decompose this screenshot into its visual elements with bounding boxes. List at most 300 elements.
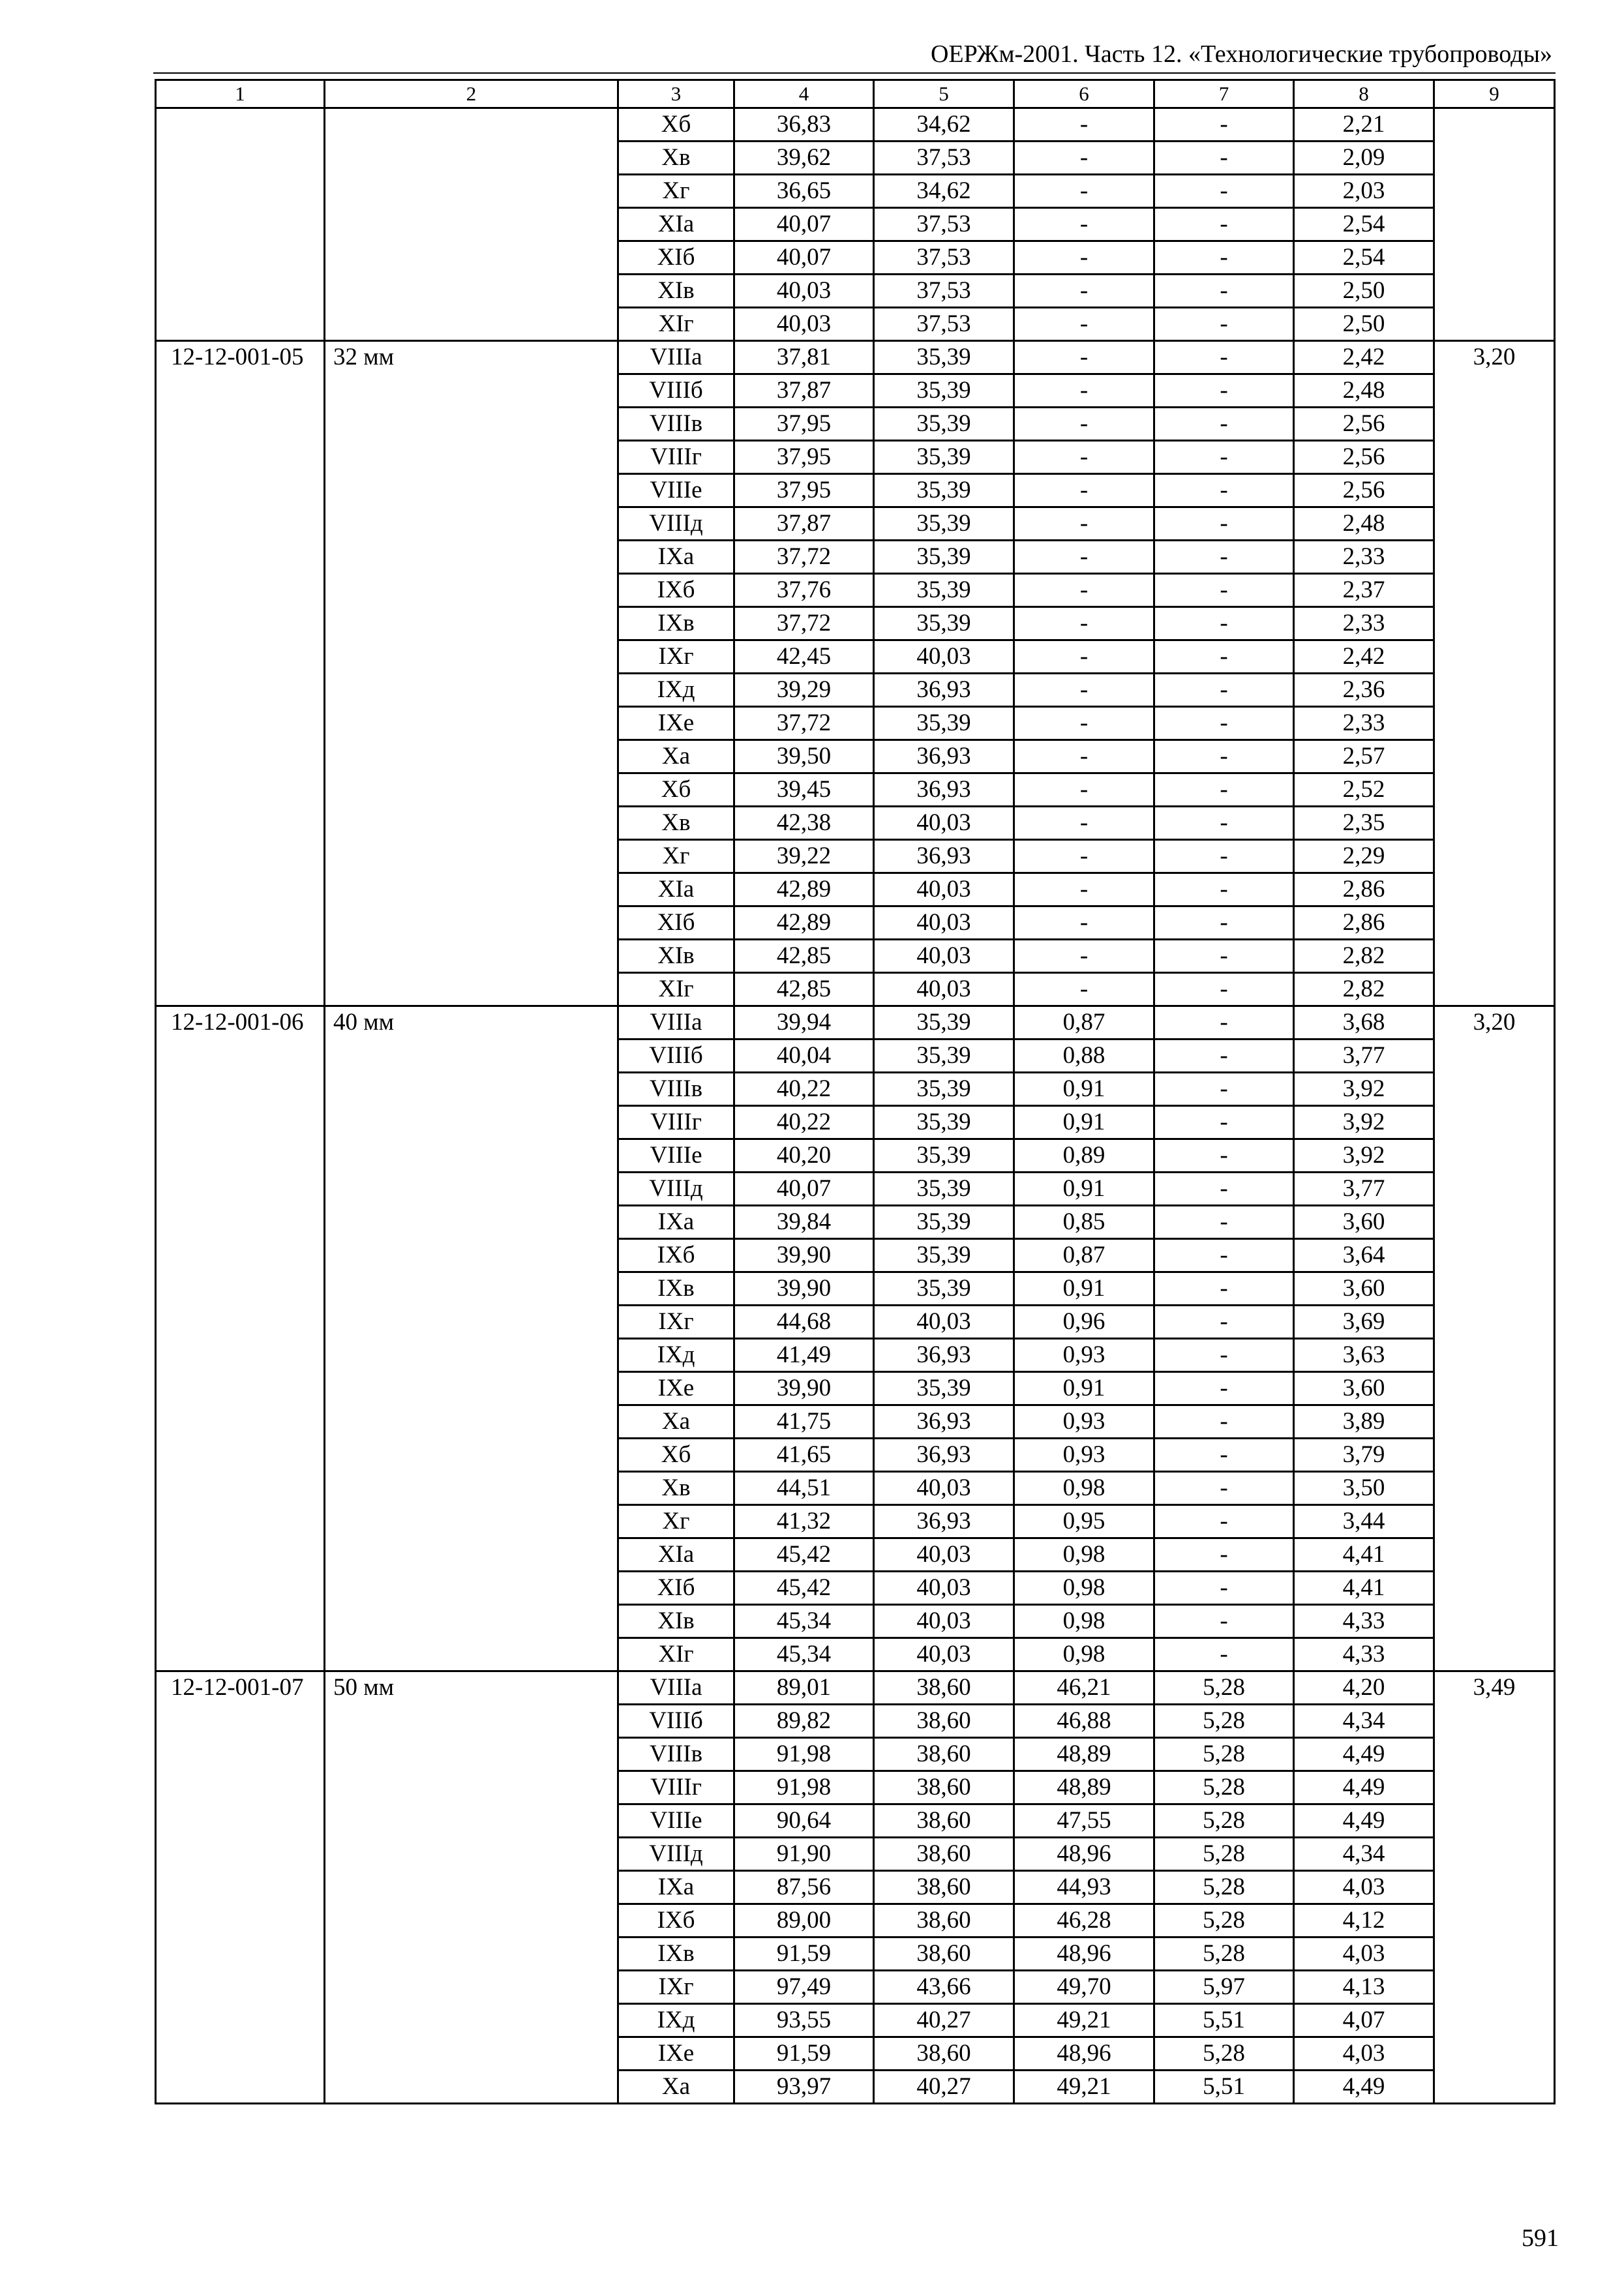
table-cell: 37,53 — [874, 208, 1014, 241]
table-row — [156, 341, 1555, 374]
table-cell: - — [1014, 507, 1154, 541]
table-cell: 0,89 — [1014, 1139, 1154, 1173]
table-cell: - — [1014, 740, 1154, 773]
table-cell: - — [1154, 1239, 1294, 1272]
column-number: 1 — [156, 80, 325, 108]
table-cell: IXг — [618, 1306, 734, 1339]
table-cell: - — [1154, 275, 1294, 308]
table-cell: - — [1154, 1306, 1294, 1339]
table-cell: 2,57 — [1294, 740, 1434, 773]
table-cell: 37,53 — [874, 275, 1014, 308]
table-cell: - — [1154, 1339, 1294, 1372]
table-cell: 38,60 — [874, 1804, 1014, 1838]
table-cell: 46,21 — [1014, 1671, 1154, 1705]
table-cell: 39,90 — [734, 1272, 874, 1306]
table-cell: - — [1154, 1572, 1294, 1605]
table-cell: 0,98 — [1014, 1472, 1154, 1505]
table-cell: - — [1014, 674, 1154, 707]
table-cell: 4,41 — [1294, 1572, 1434, 1605]
table-cell: - — [1154, 1472, 1294, 1505]
table-cell: 2,50 — [1294, 308, 1434, 341]
table-cell: 49,70 — [1014, 1971, 1154, 2004]
table-cell: 49,21 — [1014, 2071, 1154, 2104]
table-cell: 35,39 — [874, 1206, 1014, 1239]
table-cell: 40,03 — [874, 807, 1014, 840]
table-cell: 37,87 — [734, 374, 874, 408]
table-cell: 39,90 — [734, 1239, 874, 1272]
table-cell: - — [1154, 541, 1294, 574]
table-cell: 0,98 — [1014, 1572, 1154, 1605]
table-cell: 36,93 — [874, 1339, 1014, 1372]
table-cell: 40,03 — [874, 1472, 1014, 1505]
table-cell: - — [1154, 740, 1294, 773]
table-cell: Xв — [618, 1472, 734, 1505]
column-9-value-cell: 3,20 — [1434, 1006, 1555, 1671]
table-cell: 0,91 — [1014, 1106, 1154, 1139]
table-cell: - — [1154, 474, 1294, 507]
table-cell: - — [1154, 507, 1294, 541]
table-cell: - — [1014, 807, 1154, 840]
table-cell: - — [1014, 607, 1154, 640]
table-cell: 2,86 — [1294, 906, 1434, 940]
table-cell: 2,48 — [1294, 374, 1434, 408]
table-cell: IXб — [618, 1904, 734, 1937]
table-cell: 42,89 — [734, 873, 874, 906]
table-cell: 2,33 — [1294, 607, 1434, 640]
table-cell: IXа — [618, 1871, 734, 1904]
table-cell: - — [1014, 374, 1154, 408]
table-cell: - — [1154, 441, 1294, 474]
table-cell: 35,39 — [874, 374, 1014, 408]
table-cell: 2,82 — [1294, 940, 1434, 973]
table-cell: VIIIа — [618, 1671, 734, 1705]
table-cell: 3,68 — [1294, 1006, 1434, 1040]
table-cell: 48,96 — [1014, 1937, 1154, 1971]
table-cell: VIIIд — [618, 1173, 734, 1206]
column-number: 8 — [1294, 80, 1434, 108]
table-cell: 3,92 — [1294, 1073, 1434, 1106]
table-cell: 44,93 — [1014, 1871, 1154, 1904]
table-cell: XIа — [618, 873, 734, 906]
table-cell: 39,84 — [734, 1206, 874, 1239]
table-cell: - — [1014, 973, 1154, 1006]
rate-code-cell: 12-12-001-05 — [156, 341, 325, 1006]
table-cell: IXб — [618, 1239, 734, 1272]
table-cell: 38,60 — [874, 1738, 1014, 1771]
table-cell: 0,96 — [1014, 1306, 1154, 1339]
table-cell: 42,89 — [734, 906, 874, 940]
table-cell: 37,95 — [734, 441, 874, 474]
rate-code-cell: 12-12-001-07 — [156, 1671, 325, 2104]
table-cell: 87,56 — [734, 1871, 874, 1904]
table-cell: 93,97 — [734, 2071, 874, 2104]
table-cell: 41,75 — [734, 1405, 874, 1439]
table-cell: 0,98 — [1014, 1538, 1154, 1572]
table-cell: 35,39 — [874, 574, 1014, 607]
table-cell: IXд — [618, 674, 734, 707]
table-cell: - — [1014, 773, 1154, 807]
table-cell: 3,44 — [1294, 1505, 1434, 1538]
table-cell: - — [1154, 374, 1294, 408]
table-cell: 91,90 — [734, 1838, 874, 1871]
table-cell: XIа — [618, 1538, 734, 1572]
table-cell: - — [1014, 142, 1154, 175]
table-cell: 40,07 — [734, 1173, 874, 1206]
table-cell: 3,64 — [1294, 1239, 1434, 1272]
table-cell: VIIIе — [618, 1139, 734, 1173]
table-cell: - — [1154, 208, 1294, 241]
column-number: 5 — [874, 80, 1014, 108]
column-9-value-cell: 3,20 — [1434, 341, 1555, 1006]
pipe-diameter-cell — [325, 108, 618, 341]
table-cell: 0,91 — [1014, 1372, 1154, 1405]
rate-code-cell — [156, 108, 325, 341]
table-cell: 36,93 — [874, 1439, 1014, 1472]
column-number: 9 — [1434, 80, 1555, 108]
table-cell: VIIIа — [618, 1006, 734, 1040]
table-cell: 5,28 — [1154, 1838, 1294, 1871]
table-cell: 40,03 — [874, 640, 1014, 674]
table-row — [156, 1006, 1555, 1040]
table-cell: VIIIб — [618, 374, 734, 408]
table-cell: 2,35 — [1294, 807, 1434, 840]
table-cell: 5,28 — [1154, 1671, 1294, 1705]
table-cell: 36,93 — [874, 740, 1014, 773]
table-cell: 4,33 — [1294, 1638, 1434, 1671]
table-cell: 40,22 — [734, 1106, 874, 1139]
table-cell: IXе — [618, 2037, 734, 2071]
table-cell: 89,00 — [734, 1904, 874, 1937]
table-cell: 2,21 — [1294, 108, 1434, 142]
table-cell: 93,55 — [734, 2004, 874, 2037]
table-cell: IXд — [618, 1339, 734, 1372]
table-cell: IXа — [618, 541, 734, 574]
table-cell: - — [1154, 574, 1294, 607]
table-cell: 5,28 — [1154, 1904, 1294, 1937]
column-number: 7 — [1154, 80, 1294, 108]
table-cell: - — [1014, 308, 1154, 341]
column-number: 4 — [734, 80, 874, 108]
table-cell: 0,85 — [1014, 1206, 1154, 1239]
table-cell: 4,13 — [1294, 1971, 1434, 2004]
table-cell: 3,92 — [1294, 1106, 1434, 1139]
pipe-diameter-cell: 50 мм — [325, 1671, 618, 2104]
table-cell: 41,49 — [734, 1339, 874, 1372]
table-cell: - — [1154, 175, 1294, 208]
table-cell: 44,68 — [734, 1306, 874, 1339]
table-cell: 35,39 — [874, 707, 1014, 740]
table-cell: 2,56 — [1294, 441, 1434, 474]
column-number: 3 — [618, 80, 734, 108]
pipe-diameter-cell: 40 мм — [325, 1006, 618, 1671]
table-cell: - — [1154, 241, 1294, 275]
table-cell: - — [1014, 441, 1154, 474]
table-cell: XIб — [618, 906, 734, 940]
table-cell: 38,60 — [874, 1871, 1014, 1904]
table-cell: 39,62 — [734, 142, 874, 175]
table-cell: - — [1154, 1638, 1294, 1671]
table-cell: IXг — [618, 640, 734, 674]
table-cell: 43,66 — [874, 1971, 1014, 2004]
table-cell: 4,03 — [1294, 1871, 1434, 1904]
table-cell: 2,42 — [1294, 640, 1434, 674]
table-cell: - — [1014, 208, 1154, 241]
table-cell: 0,93 — [1014, 1405, 1154, 1439]
table-cell: 45,42 — [734, 1538, 874, 1572]
table-cell: 41,65 — [734, 1439, 874, 1472]
table-cell: 40,03 — [874, 1306, 1014, 1339]
table-cell: - — [1154, 108, 1294, 142]
table-cell: 91,59 — [734, 1937, 874, 1971]
table-cell: 3,50 — [1294, 1472, 1434, 1505]
table-cell: 5,28 — [1154, 1804, 1294, 1838]
column-number-row — [156, 80, 1555, 108]
table-cell: - — [1154, 607, 1294, 640]
table-cell: 48,96 — [1014, 1838, 1154, 1871]
table-cell: 3,60 — [1294, 1272, 1434, 1306]
table-cell: 0,91 — [1014, 1073, 1154, 1106]
table-cell: 91,98 — [734, 1771, 874, 1804]
table-cell: - — [1014, 241, 1154, 275]
table-cell: Xг — [618, 175, 734, 208]
table-cell: 38,60 — [874, 1937, 1014, 1971]
rates-table — [155, 79, 1556, 2104]
table-cell: - — [1014, 873, 1154, 906]
table-cell: 36,93 — [874, 773, 1014, 807]
table-cell: IXе — [618, 1372, 734, 1405]
table-cell: VIIIг — [618, 1106, 734, 1139]
table-cell: 42,38 — [734, 807, 874, 840]
table-cell: 35,39 — [874, 1006, 1014, 1040]
table-cell: 35,39 — [874, 541, 1014, 574]
table-cell: VIIIд — [618, 1838, 734, 1871]
table-cell: XIв — [618, 1605, 734, 1638]
table-cell: 0,91 — [1014, 1272, 1154, 1306]
table-cell: 37,53 — [874, 308, 1014, 341]
table-cell: 3,89 — [1294, 1405, 1434, 1439]
table-cell: - — [1014, 906, 1154, 940]
table-cell: 37,76 — [734, 574, 874, 607]
table-cell: 0,91 — [1014, 1173, 1154, 1206]
table-cell: 0,98 — [1014, 1605, 1154, 1638]
table-cell: 37,87 — [734, 507, 874, 541]
table-cell: 5,51 — [1154, 2071, 1294, 2104]
table-cell: 36,93 — [874, 674, 1014, 707]
table-cell: 38,60 — [874, 1771, 1014, 1804]
table-cell: - — [1154, 674, 1294, 707]
table-cell: 0,88 — [1014, 1040, 1154, 1073]
table-cell: Xв — [618, 142, 734, 175]
table-cell: 38,60 — [874, 1671, 1014, 1705]
table-cell: 2,09 — [1294, 142, 1434, 175]
table-cell: 37,53 — [874, 241, 1014, 275]
table-cell: XIг — [618, 1638, 734, 1671]
table-cell: 48,96 — [1014, 2037, 1154, 2071]
table-cell: 39,90 — [734, 1372, 874, 1405]
table-cell: 36,65 — [734, 175, 874, 208]
table-cell: - — [1154, 773, 1294, 807]
table-cell: 36,83 — [734, 108, 874, 142]
table-cell: Xа — [618, 2071, 734, 2104]
table-cell: VIIIв — [618, 1073, 734, 1106]
table-cell: 37,53 — [874, 142, 1014, 175]
table-cell: - — [1154, 906, 1294, 940]
table-cell: 4,34 — [1294, 1838, 1434, 1871]
page-number: 591 — [1522, 2224, 1559, 2252]
table-cell: - — [1154, 1505, 1294, 1538]
table-cell: - — [1014, 707, 1154, 740]
table-cell: IXб — [618, 574, 734, 607]
table-cell: 39,29 — [734, 674, 874, 707]
table-cell: 34,62 — [874, 108, 1014, 142]
table-cell: - — [1014, 275, 1154, 308]
table-cell: 4,03 — [1294, 2037, 1434, 2071]
table-cell: 39,50 — [734, 740, 874, 773]
table-cell: 47,55 — [1014, 1804, 1154, 1838]
table-cell: 35,39 — [874, 1040, 1014, 1073]
table-cell: - — [1014, 474, 1154, 507]
table-cell: 5,28 — [1154, 1738, 1294, 1771]
table-cell: 42,45 — [734, 640, 874, 674]
table-cell: 2,33 — [1294, 541, 1434, 574]
table-cell: 38,60 — [874, 1904, 1014, 1937]
table-cell: 91,59 — [734, 2037, 874, 2071]
table-cell: 89,82 — [734, 1705, 874, 1738]
table-cell: 4,20 — [1294, 1671, 1434, 1705]
table-cell: 4,49 — [1294, 2071, 1434, 2104]
table-cell: 3,63 — [1294, 1339, 1434, 1372]
table-cell: 90,64 — [734, 1804, 874, 1838]
table-cell: 42,85 — [734, 940, 874, 973]
table-cell: 40,03 — [734, 308, 874, 341]
table-cell: VIIIг — [618, 441, 734, 474]
table-cell: XIа — [618, 208, 734, 241]
table-cell: XIв — [618, 940, 734, 973]
table-cell: 45,34 — [734, 1605, 874, 1638]
table-cell: - — [1154, 1006, 1294, 1040]
table-cell: 36,93 — [874, 840, 1014, 873]
table-cell: XIг — [618, 973, 734, 1006]
table-cell: 38,60 — [874, 1838, 1014, 1871]
table-cell: - — [1014, 408, 1154, 441]
table-cell: 48,89 — [1014, 1771, 1154, 1804]
table-cell: 40,03 — [874, 1572, 1014, 1605]
table-cell: - — [1154, 1106, 1294, 1139]
table-cell: IXг — [618, 1971, 734, 2004]
table-cell: 5,28 — [1154, 1937, 1294, 1971]
table-cell: 40,03 — [874, 1605, 1014, 1638]
table-cell: VIIIв — [618, 408, 734, 441]
table-cell: 3,77 — [1294, 1173, 1434, 1206]
table-cell: XIб — [618, 1572, 734, 1605]
table-cell: 45,42 — [734, 1572, 874, 1605]
table-cell: 5,28 — [1154, 1771, 1294, 1804]
table-cell: - — [1154, 707, 1294, 740]
table-cell: IXв — [618, 607, 734, 640]
table-cell: 2,54 — [1294, 241, 1434, 275]
table-cell: 0,95 — [1014, 1505, 1154, 1538]
table-cell: 2,33 — [1294, 707, 1434, 740]
table-cell: - — [1154, 1173, 1294, 1206]
table-cell: 35,39 — [874, 1173, 1014, 1206]
table-cell: VIIIб — [618, 1040, 734, 1073]
table-cell: 35,39 — [874, 1106, 1014, 1139]
table-cell: 0,87 — [1014, 1006, 1154, 1040]
table-cell: Xб — [618, 108, 734, 142]
table-cell: Xг — [618, 840, 734, 873]
table-cell: 36,93 — [874, 1405, 1014, 1439]
table-cell: IXе — [618, 707, 734, 740]
table-cell: - — [1154, 840, 1294, 873]
table-cell: 40,22 — [734, 1073, 874, 1106]
table-cell: IXв — [618, 1937, 734, 1971]
header-rule — [153, 72, 1556, 74]
table-cell: - — [1154, 807, 1294, 840]
table-cell: - — [1154, 1605, 1294, 1638]
table-cell: 39,22 — [734, 840, 874, 873]
table-cell: 2,86 — [1294, 873, 1434, 906]
table-body — [156, 80, 1555, 2104]
table-cell: 38,60 — [874, 1705, 1014, 1738]
table-cell: 2,42 — [1294, 341, 1434, 374]
table-cell: 4,07 — [1294, 2004, 1434, 2037]
table-cell: 4,03 — [1294, 1937, 1434, 1971]
table-cell: IXд — [618, 2004, 734, 2037]
table-cell: 37,72 — [734, 541, 874, 574]
table-cell: 4,41 — [1294, 1538, 1434, 1572]
table-cell: 2,56 — [1294, 474, 1434, 507]
table-cell: Xа — [618, 740, 734, 773]
table-cell: Xб — [618, 1439, 734, 1472]
table-cell: 4,12 — [1294, 1904, 1434, 1937]
table-cell: 40,03 — [874, 873, 1014, 906]
table-cell: 0,93 — [1014, 1339, 1154, 1372]
table-cell: 35,39 — [874, 1239, 1014, 1272]
table-cell: 46,88 — [1014, 1705, 1154, 1738]
table-cell: Xв — [618, 807, 734, 840]
table-row — [156, 1671, 1555, 1705]
table-cell: XIг — [618, 308, 734, 341]
table-cell: - — [1014, 840, 1154, 873]
table-cell: 40,03 — [874, 940, 1014, 973]
table-cell: - — [1154, 1139, 1294, 1173]
table-cell: 4,33 — [1294, 1605, 1434, 1638]
table-cell: 5,28 — [1154, 1871, 1294, 1904]
table-cell: VIIIа — [618, 341, 734, 374]
table-cell: 35,39 — [874, 607, 1014, 640]
table-cell: 35,39 — [874, 441, 1014, 474]
table-cell: 5,28 — [1154, 2037, 1294, 2071]
table-cell: 49,21 — [1014, 2004, 1154, 2037]
table-cell: 37,72 — [734, 607, 874, 640]
table-cell: 39,45 — [734, 773, 874, 807]
table-cell: - — [1154, 1372, 1294, 1405]
table-cell: 40,03 — [874, 906, 1014, 940]
table-cell: 40,27 — [874, 2071, 1014, 2104]
table-cell: VIIIг — [618, 1771, 734, 1804]
table-cell: 3,79 — [1294, 1439, 1434, 1472]
table-cell: 40,07 — [734, 208, 874, 241]
column-9-value-cell: 3,49 — [1434, 1671, 1555, 2104]
table-cell: 2,52 — [1294, 773, 1434, 807]
table-cell: - — [1154, 873, 1294, 906]
table-cell: 40,04 — [734, 1040, 874, 1073]
table-cell: Xг — [618, 1505, 734, 1538]
table-cell: 2,03 — [1294, 175, 1434, 208]
table-cell: 35,39 — [874, 408, 1014, 441]
table-cell: 3,69 — [1294, 1306, 1434, 1339]
table-cell: 40,27 — [874, 2004, 1014, 2037]
